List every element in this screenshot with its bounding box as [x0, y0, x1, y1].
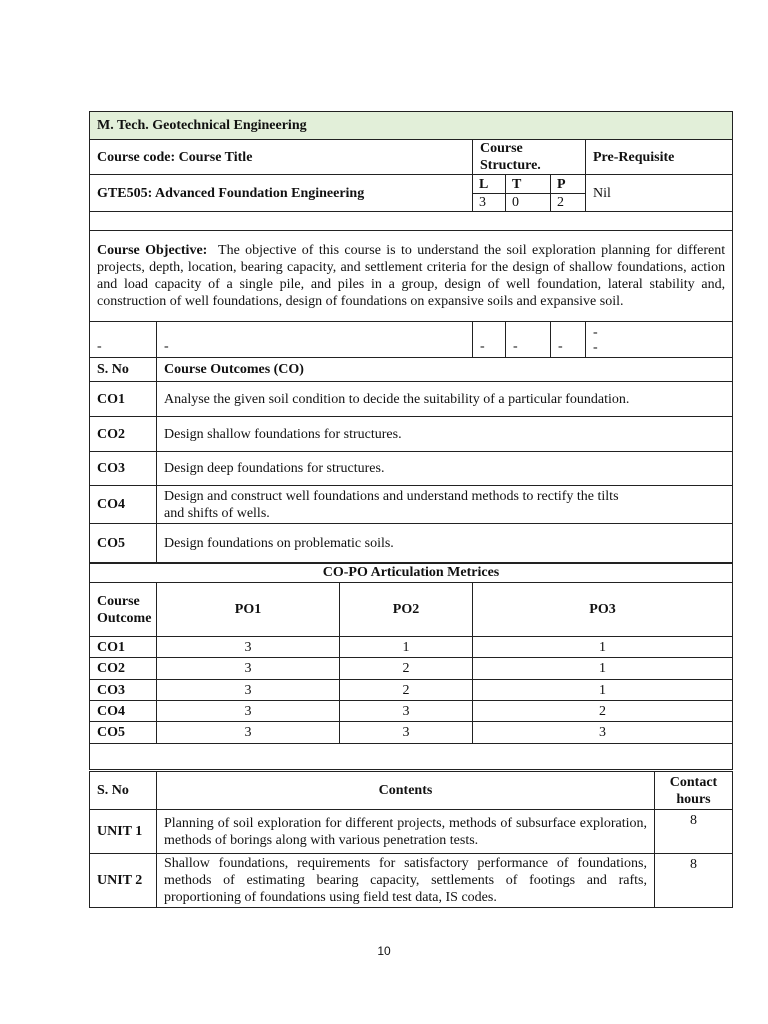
unit-label: UNIT 2: [90, 854, 157, 908]
prerequisite-value: Nil: [586, 175, 733, 212]
articulation-table: [89, 562, 733, 770]
po2-value: 2: [340, 658, 473, 680]
dash-cell: -: [551, 322, 586, 358]
po2-value: 3: [340, 722, 473, 744]
dash-cell: -: [90, 322, 157, 358]
page-number: 10: [377, 944, 391, 958]
articulation-title: CO-PO Articulation Metrices: [90, 563, 733, 583]
structure-l-value: 3: [473, 194, 506, 212]
unit-hours: 8: [655, 854, 733, 908]
dash-cell: -: [157, 322, 473, 358]
dash-cell: -: [473, 322, 506, 358]
po1-header: PO1: [157, 583, 340, 637]
po2-value: 2: [340, 680, 473, 701]
course-outcome-header: Course Outcome: [90, 583, 157, 637]
po3-value: 2: [473, 701, 733, 722]
co-id: CO4: [90, 486, 157, 524]
unit-text: Planning of soil exploration for different projects, methods of subsurface exploration, methods of borings along with various penetration tests.: [157, 810, 655, 854]
course-code-title-label: Course code: Course Title: [90, 140, 473, 175]
po1-value: 3: [157, 658, 340, 680]
articulation-co: CO2: [90, 658, 157, 680]
course-objective: [90, 231, 733, 322]
objective-label: Course Objective:: [97, 243, 208, 258]
sno-header: S. No: [90, 358, 157, 382]
dash-cell: -: [506, 322, 551, 358]
articulation-co: CO3: [90, 680, 157, 701]
po2-header: PO2: [340, 583, 473, 637]
contact-hours-header: Contact hours: [655, 772, 733, 810]
course-title: GTE505: Advanced Foundation Engineering: [90, 175, 473, 212]
co-text: Design deep foundations for structures.: [157, 452, 733, 486]
dash-cell: [586, 322, 733, 358]
unit-text: Shallow foundations, requirements for satisfactory performance of foundations, methods of estimating bearing capacity, settlements of footings and rafts, proportioning of foundations using field test data, IS codes.: [157, 854, 655, 908]
po2-value: 1: [340, 637, 473, 658]
structure-t-label: T: [506, 175, 551, 194]
unit-hours: 8: [655, 810, 733, 854]
po1-value: 3: [157, 637, 340, 658]
co-id: CO2: [90, 417, 157, 452]
contents-sno-header: S. No: [90, 772, 157, 810]
co-id: CO5: [90, 524, 157, 564]
co-id: CO1: [90, 382, 157, 417]
po1-value: 3: [157, 680, 340, 701]
unit-label: UNIT 1: [90, 810, 157, 854]
course-table: [89, 111, 733, 564]
po3-header: PO3: [473, 583, 733, 637]
dash-mark: -: [593, 324, 598, 340]
co-text: Design shallow foundations for structures.: [157, 417, 733, 452]
prerequisite-label: Pre-Requisite: [586, 140, 733, 175]
blank-row: [90, 744, 733, 770]
articulation-co: CO5: [90, 722, 157, 744]
blank-row: [90, 212, 733, 231]
structure-t-value: 0: [506, 194, 551, 212]
objective-text: The objective of this course is to understand the soil exploration planning for different projects, depth, location, bearing capacity, and settlement criteria for the design of shallow foundations, action and load capacity of a single pile, and piles in a group, design of well foundation, lateral stability and, construction of well foundations, design of foundations on expansive soils and expansive soil.: [97, 243, 726, 309]
co-header: Course Outcomes (CO): [157, 358, 733, 382]
contents-table: [89, 771, 733, 908]
structure-p-label: P: [551, 175, 586, 194]
co-text: Design foundations on problematic soils.: [157, 524, 733, 564]
po1-value: 3: [157, 701, 340, 722]
structure-l-label: L: [473, 175, 506, 194]
po3-value: 1: [473, 658, 733, 680]
program-title: M. Tech. Geotechnical Engineering: [90, 112, 733, 140]
po1-value: 3: [157, 722, 340, 744]
dash-mark: -: [593, 339, 598, 355]
co-text: Design and construct well foundations and understand methods to rectify the tilts and shifts of wells.: [157, 486, 733, 524]
course-structure-label: Course Structure.: [473, 140, 586, 175]
po3-value: 3: [473, 722, 733, 744]
co-text: Analyse the given soil condition to decide the suitability of a particular foundation.: [157, 382, 733, 417]
contents-header: Contents: [157, 772, 655, 810]
articulation-co: CO1: [90, 637, 157, 658]
po3-value: 1: [473, 637, 733, 658]
structure-p-value: 2: [551, 194, 586, 212]
po3-value: 1: [473, 680, 733, 701]
articulation-co: CO4: [90, 701, 157, 722]
co-id: CO3: [90, 452, 157, 486]
po2-value: 3: [340, 701, 473, 722]
